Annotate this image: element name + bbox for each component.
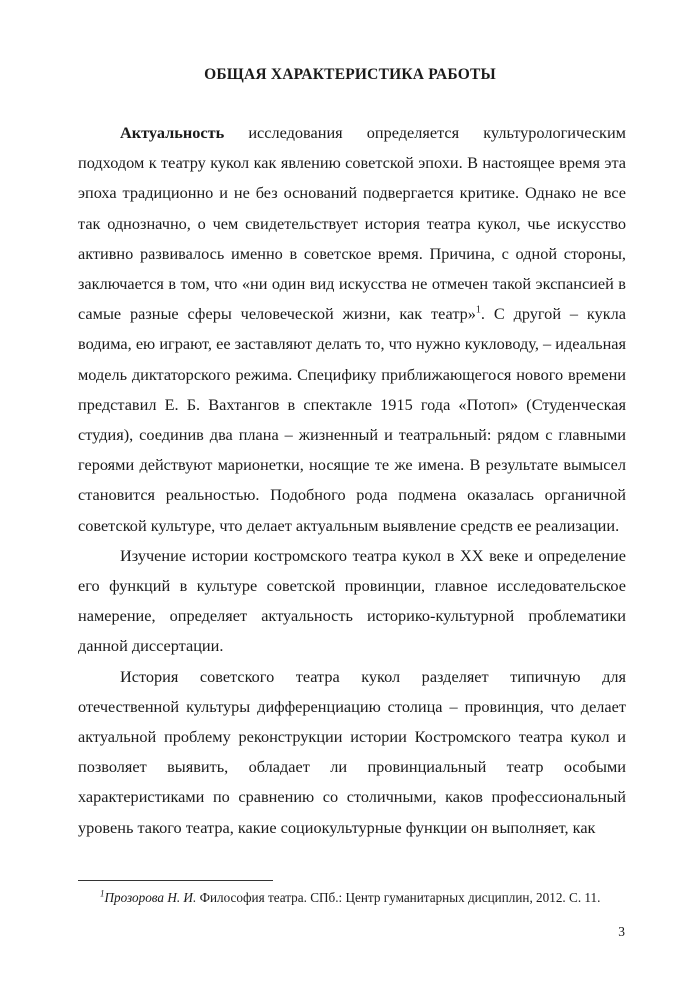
footnote-divider bbox=[78, 880, 273, 881]
paragraph-study: Изучение истории костромского театра кукол в XX веке и определение его функций в культуре советской провинции, главное исследовательское намерение, определяет актуальность историко-культурной проблематики данной диссертации. bbox=[78, 545, 626, 656]
paragraph-text: исследования определяется культурологическим подходом к театру кукол как явлению советской эпохи. В настоящее время эта эпоха традиционно и не без оснований подвергается критике. Однако не все так однозначно, о чем свидетельствует история театра кукол, чье искусство активно развивалось именно в советское время. Причина, с одной стороны, заключается в том, что «ни один вид искусства не отмечен такой экспансией в самые разные сферы человеческой жизни, как театр» bbox=[78, 123, 626, 324]
body-text bbox=[78, 118, 626, 843]
page-title: ОБЩАЯ ХАРАКТЕРИСТИКА РАБОТЫ bbox=[204, 66, 496, 83]
footnote-number: 1 bbox=[100, 888, 105, 899]
footnote-text: Философия театра. СПб.: Центр гуманитарных дисциплин, 2012. С. 11. bbox=[196, 890, 601, 905]
footnote-reference[interactable]: 1 bbox=[475, 304, 481, 316]
footnote-author: Прозорова Н. И. bbox=[104, 890, 197, 905]
paragraph-text-continued: . С другой – кукла водима, ею играют, ее заставляют делать то, что нужно кукловоду, – идеальная модель диктаторского режима. Специфику приближающегося нового времени представил Е. Б. Вахтангов в спектакле 1915 года «Потоп» (Студенческая студия), соединив два плана – жизненный и театральный: рядом с главными героями действуют марионетки, носящие те же имена. В результате вымысел становится реальностью. Подобного рода подмена оказалась органичной советской культуре, что делает актуальным выявление средств ее реализации. bbox=[78, 304, 626, 535]
paragraph-history: История советского театра кукол разделяет типичную для отечественной культуры дифференциацию столица – провинция, что делает актуальной проблему реконструкции истории Костромского театра кукол и позволяет выявить, обладает ли провинциальный театр особыми характеристиками по сравнению со столичными, каков профессиональный уровень такого театра, какие социокультурные функции он выполняет, как bbox=[78, 666, 626, 837]
paragraph-lead-word: Актуальность bbox=[120, 123, 225, 142]
footnote bbox=[100, 889, 600, 907]
paragraph-relevance bbox=[78, 118, 626, 541]
page-number: 3 bbox=[618, 924, 625, 939]
